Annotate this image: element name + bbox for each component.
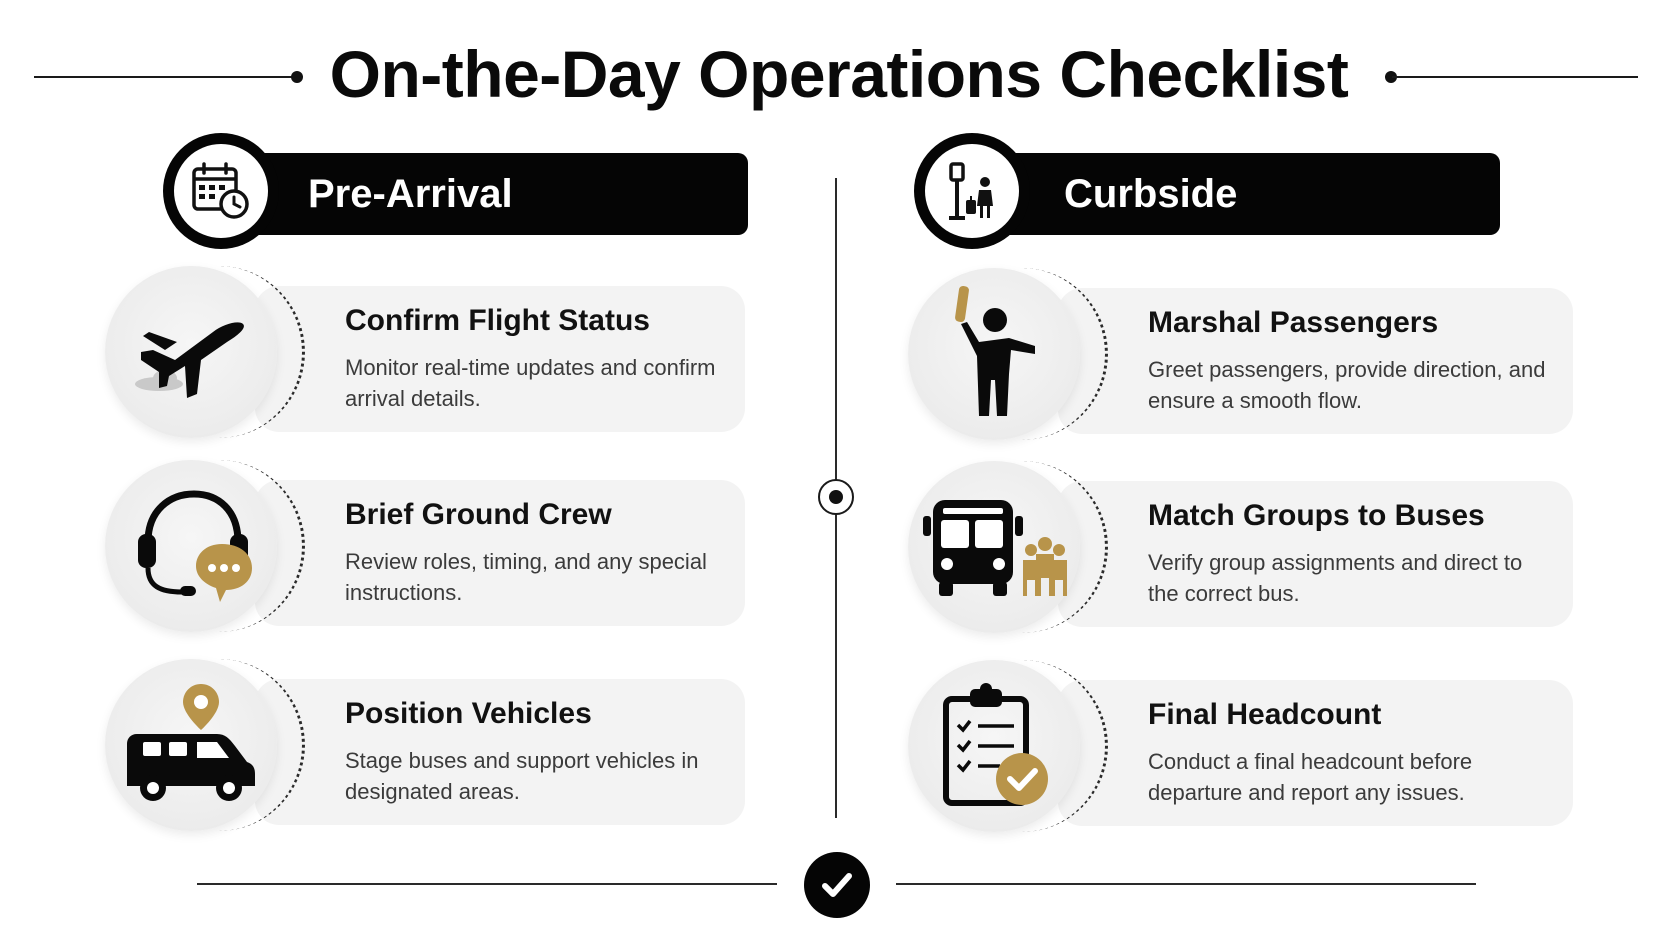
list-item bbox=[908, 268, 1573, 444]
title-rule-left bbox=[34, 76, 296, 78]
card-title: Match Groups to Buses bbox=[1148, 499, 1485, 532]
card-title: Marshal Passengers bbox=[1148, 306, 1439, 339]
section-badge bbox=[163, 133, 279, 249]
card-title: Confirm Flight Status bbox=[345, 304, 650, 337]
card-description: Review roles, timing, and any special instructions. bbox=[345, 549, 707, 605]
icon-circle bbox=[105, 659, 277, 831]
headset-chat-icon bbox=[126, 486, 256, 606]
curbside-sign-traveler-icon bbox=[939, 158, 1005, 224]
list-item bbox=[105, 659, 745, 835]
icon-circle bbox=[908, 461, 1080, 633]
title-rule-right bbox=[1392, 76, 1638, 78]
section-bar bbox=[984, 153, 1500, 235]
list-item bbox=[105, 460, 745, 636]
clipboard-check-icon bbox=[934, 681, 1054, 811]
section-header-pre-arrival bbox=[163, 130, 748, 250]
bottom-rule-left bbox=[197, 883, 777, 885]
list-item bbox=[105, 266, 745, 442]
icon-circle bbox=[908, 268, 1080, 440]
bottom-rule-right bbox=[896, 883, 1476, 885]
card-description: Verify group assignments and direct to the correct bus. bbox=[1148, 550, 1523, 606]
page-title: On-the-Day Operations Checklist bbox=[329, 37, 1349, 111]
card-title: Final Headcount bbox=[1148, 698, 1382, 731]
card-description: Greet passengers, provide direction, and ensure a smooth flow. bbox=[1148, 357, 1546, 413]
card-description: Conduct a final headcount before departure and report any issues. bbox=[1148, 749, 1473, 805]
marshal-person-icon bbox=[939, 284, 1049, 424]
card-title: Position Vehicles bbox=[345, 697, 592, 730]
section-title: Pre-Arrival bbox=[308, 172, 513, 216]
checkmark-icon bbox=[804, 852, 870, 918]
divider-node-icon bbox=[818, 479, 854, 515]
title-row bbox=[0, 30, 1672, 120]
list-item bbox=[908, 461, 1573, 637]
calendar-clock-icon bbox=[190, 160, 252, 222]
icon-circle bbox=[105, 266, 277, 438]
section-header-curbside bbox=[914, 130, 1514, 250]
card-description: Monitor real-time updates and confirm arrival details. bbox=[345, 355, 716, 411]
bus-group-icon bbox=[919, 492, 1069, 602]
card-title: Brief Ground Crew bbox=[345, 498, 612, 531]
van-location-icon bbox=[121, 680, 261, 810]
card-description: Stage buses and support vehicles in designated areas. bbox=[345, 748, 699, 804]
section-badge bbox=[914, 133, 1030, 249]
airplane-icon bbox=[131, 302, 251, 402]
icon-circle bbox=[908, 660, 1080, 832]
list-item bbox=[908, 660, 1573, 836]
icon-circle bbox=[105, 460, 277, 632]
section-title: Curbside bbox=[1064, 172, 1238, 216]
